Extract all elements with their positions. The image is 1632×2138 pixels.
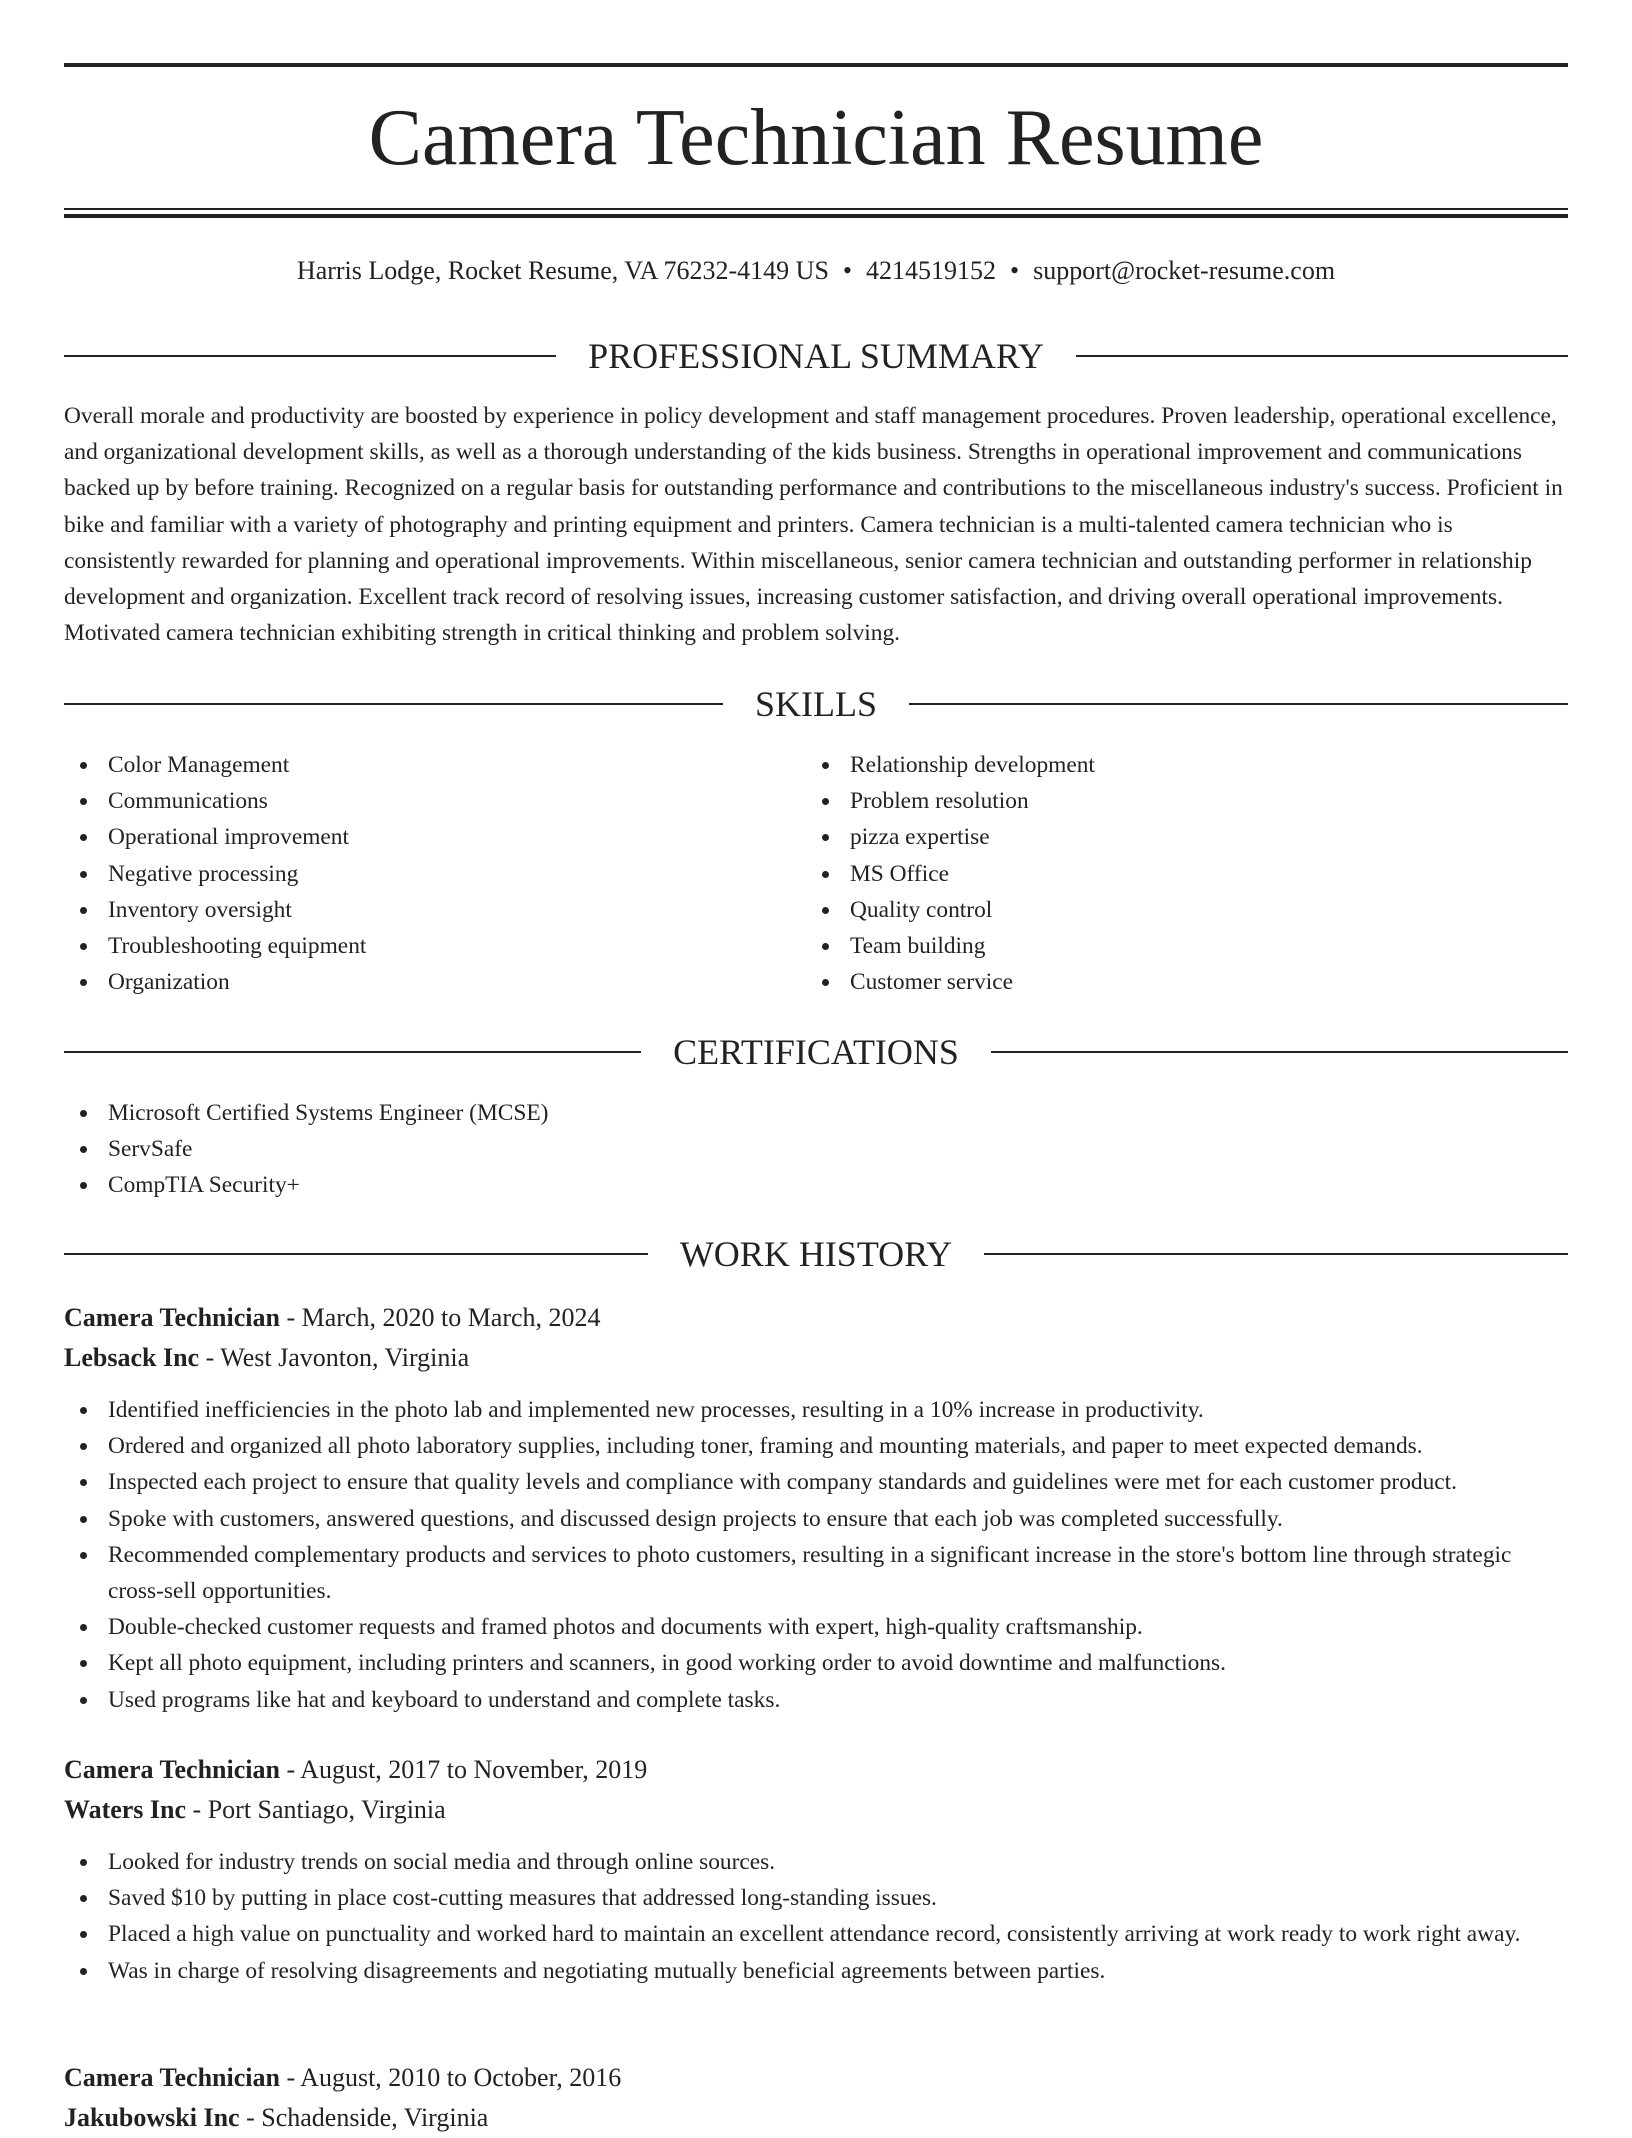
job-title: Camera Technician [64, 2063, 280, 2092]
skills-list-right [806, 747, 1546, 1000]
list-item: Kept all photo equipment, including printers and scanners, in good working order to avoid downtime and malfunctions. [64, 1645, 1568, 1681]
list-item: Negative processing [64, 856, 804, 892]
job-dates: - March, 2020 to March, 2024 [279, 1303, 601, 1332]
section-rule [1076, 355, 1568, 357]
section-rule [64, 1051, 641, 1053]
list-item: Used programs like hat and keyboard to understand and complete tasks. [64, 1682, 1568, 1718]
list-item: Quality control [806, 892, 1546, 928]
job-company-line [64, 1790, 1568, 1830]
section-rule [64, 1253, 648, 1255]
list-item: Team building [806, 928, 1546, 964]
list-item: pizza expertise [806, 819, 1546, 855]
double-rule [64, 208, 1568, 218]
job-dates: - August, 2010 to October, 2016 [279, 2063, 622, 2092]
list-item: Customer service [806, 964, 1546, 1000]
list-item: Was in charge of resolving disagreements and negotiating mutually beneficial agreements between parties. [64, 1953, 1568, 1989]
list-item: Organization [64, 964, 804, 1000]
section-header-work-history [64, 1234, 1568, 1274]
contact-separator: • [1010, 256, 1020, 285]
list-item: Problem resolution [806, 783, 1546, 819]
list-item: Inspected each project to ensure that quality levels and compliance with company standards and guidelines were met for each customer product. [64, 1464, 1568, 1500]
list-item: Operational improvement [64, 819, 804, 855]
page-title: Camera Technician Resume [368, 94, 1264, 182]
list-item: Ordered and organized all photo laboratory supplies, including toner, framing and mounting materials, and paper to meet expected demands. [64, 1428, 1568, 1464]
list-item: Troubleshooting equipment [64, 928, 804, 964]
list-item: Placed a high value on punctuality and worked hard to maintain an excellent attendance record, consistently arriving at work ready to work right away. [64, 1916, 1568, 1952]
section-header-summary [64, 336, 1568, 376]
section-title: PROFESSIONAL SUMMARY [588, 336, 1044, 376]
list-item: Inventory oversight [64, 892, 804, 928]
list-item: Communications [64, 783, 804, 819]
section-rule [909, 703, 1568, 705]
job-title-line [64, 2058, 1568, 2098]
list-item: Relationship development [806, 747, 1546, 783]
section-rule [64, 703, 723, 705]
section-title: SKILLS [755, 684, 878, 724]
list-item: Spoke with customers, answered questions, and discussed design projects to ensure that each job was completed successfully. [64, 1501, 1568, 1537]
job-location: - Schadenside, Virginia [239, 2103, 489, 2132]
list-item: Microsoft Certified Systems Engineer (MCSE) [64, 1095, 1568, 1131]
job-title-line [64, 1750, 1568, 1790]
job-title: Camera Technician [64, 1303, 280, 1332]
list-item: Saved $10 by putting in place cost-cutting measures that addressed long-standing issues. [64, 1880, 1568, 1916]
job-company: Jakubowski Inc [64, 2103, 240, 2132]
job-title: Camera Technician [64, 1755, 280, 1784]
job-company: Waters Inc [64, 1795, 187, 1824]
list-item: ServSafe [64, 1131, 1568, 1167]
job-title-line [64, 1298, 1568, 1338]
list-item: Identified inefficiencies in the photo lab and implemented new processes, resulting in a 10% increase in productivity. [64, 1392, 1568, 1428]
list-item: CompTIA Security+ [64, 1167, 1568, 1203]
section-rule [991, 1051, 1568, 1053]
top-rule [64, 63, 1568, 67]
section-header-certifications [64, 1032, 1568, 1072]
job-dates: - August, 2017 to November, 2019 [279, 1755, 648, 1784]
job-company: Lebsack Inc [64, 1343, 200, 1372]
list-item: Recommended complementary products and services to photo customers, resulting in a significant increase in the store's bottom line through strategic cross-sell opportunities. [64, 1537, 1568, 1609]
section-header-skills [64, 684, 1568, 724]
job-location: - Port Santiago, Virginia [186, 1795, 446, 1824]
job-bullets [64, 1844, 1568, 1989]
list-item: MS Office [806, 856, 1546, 892]
section-title: WORK HISTORY [679, 1234, 953, 1274]
contact-email[interactable]: support@rocket-resume.com [1033, 256, 1336, 285]
list-item: Color Management [64, 747, 804, 783]
summary-text: Overall morale and productivity are boosted by experience in policy development and staff management procedures. Proven leadership, operational excellence, and organizational development skills, as well as a thorough understanding of the kids business. Strengths in operational improvement and communications backed up by before training. Recognized on a regular basis for outstanding performance and contributions to the miscellaneous industry's success. Proficient in bike and familiar with a variety of photography and printing equipment and printers. Camera technician is a multi-talented camera technician who is consistently rewarded for planning and operational improvements. Within miscellaneous, senior camera technician and outstanding performer in relationship development and organization. Excellent track record of resolving issues, increasing customer satisfaction, and driving overall operational improvements. Motivated camera technician exhibiting strength in critical thinking and problem solving. [64, 403, 1563, 647]
contact-separator: • [842, 256, 853, 285]
job-company-line [64, 2098, 1568, 2138]
job-company-line [64, 1338, 1568, 1378]
contact-address: Harris Lodge, Rocket Resume, VA 76232-4149 US [296, 256, 829, 285]
section-title: CERTIFICATIONS [673, 1032, 959, 1072]
section-rule [64, 355, 556, 357]
contact-phone: 4214519152 [866, 256, 997, 285]
contact-line [64, 255, 1568, 287]
job-location: - West Javonton, Virginia [199, 1343, 470, 1372]
skills-list-left [64, 747, 804, 1000]
job-bullets [64, 1392, 1568, 1718]
list-item: Looked for industry trends on social media and through online sources. [64, 1844, 1568, 1880]
section-rule [984, 1253, 1568, 1255]
list-item: Double-checked customer requests and framed photos and documents with expert, high-quality craftsmanship. [64, 1609, 1568, 1645]
certifications-list [64, 1095, 1568, 1204]
